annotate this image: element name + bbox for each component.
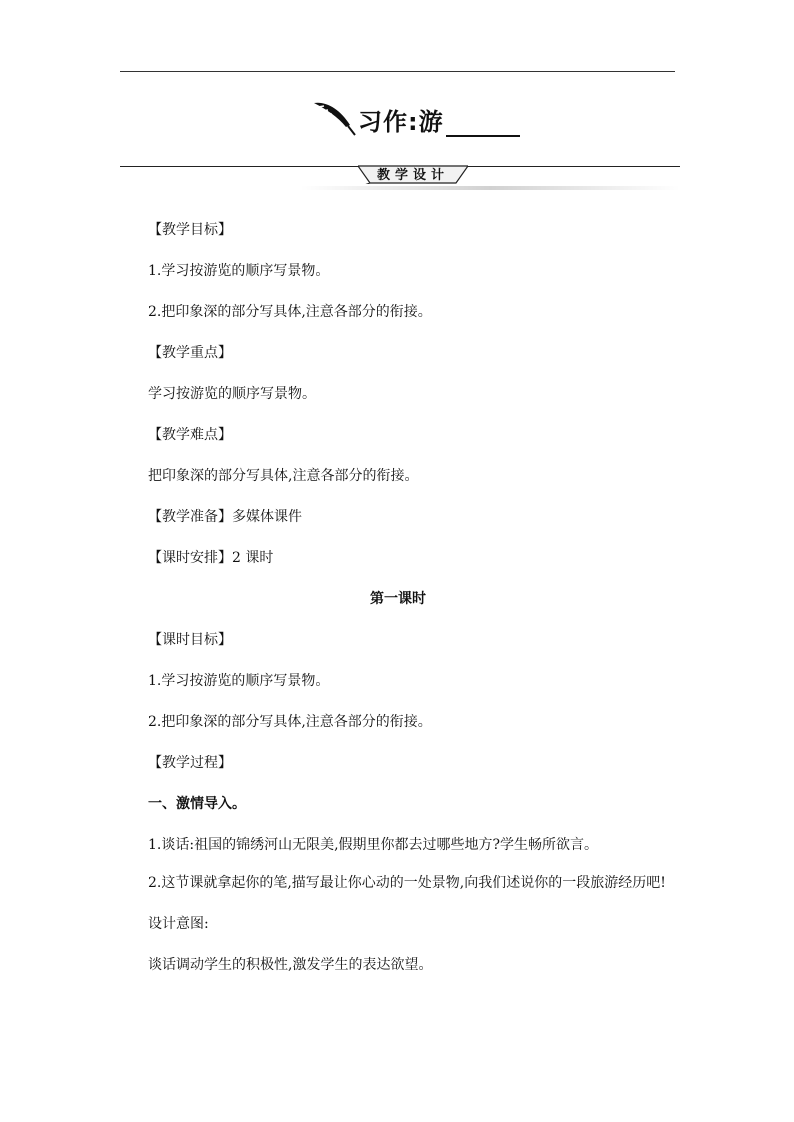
- lesson-goal-heading: 【课时目标】: [148, 632, 232, 648]
- difficulty-heading: 【教学难点】: [148, 427, 232, 443]
- title-block: [312, 93, 520, 137]
- design-text: 谈话调动学生的积极性,激发学生的表达欲望。: [148, 957, 433, 973]
- header-rule: [120, 71, 675, 72]
- prep-line: 【教学准备】多媒体课件: [148, 509, 302, 525]
- lesson-goal-item-2: 2.把印象深的部分写具体,注意各部分的衔接。: [148, 714, 432, 730]
- title-blank-line: [446, 109, 520, 137]
- step-1-item-1: 1.谈话:祖国的锦绣河山无限美,假期里你都去过哪些地方?学生畅所欲言。: [148, 837, 599, 853]
- key-heading: 【教学重点】: [148, 345, 232, 361]
- section-label: 教学设计: [376, 168, 449, 183]
- step-1-heading: 一、激情导入。: [148, 796, 246, 812]
- page-title: 习作:游: [358, 108, 444, 136]
- lesson-goal-item-1: 1.学习按游览的顺序写景物。: [148, 673, 330, 689]
- goal-item-1: 1.学习按游览的顺序写景物。: [148, 263, 330, 279]
- schedule-line: 【课时安排】2 课时: [148, 550, 274, 566]
- quill-icon: [312, 97, 356, 137]
- process-heading: 【教学过程】: [148, 755, 232, 771]
- design-heading: 设计意图:: [148, 916, 209, 932]
- key-text: 学习按游览的顺序写景物。: [148, 386, 316, 402]
- document-body: [120, 210, 676, 986]
- difficulty-text: 把印象深的部分写具体,注意各部分的衔接。: [148, 468, 419, 484]
- goal-heading: 【教学目标】: [148, 222, 232, 238]
- step-1-item-2: 2.这节课就拿起你的笔,描写最让你心动的一处景物,向我们述说你的一段旅游经历吧!: [148, 875, 666, 891]
- lesson-title: 第一课时: [370, 591, 426, 607]
- section-banner: [120, 162, 680, 190]
- goal-item-2: 2.把印象深的部分写具体,注意各部分的衔接。: [148, 304, 432, 320]
- section-shadow: [300, 186, 680, 190]
